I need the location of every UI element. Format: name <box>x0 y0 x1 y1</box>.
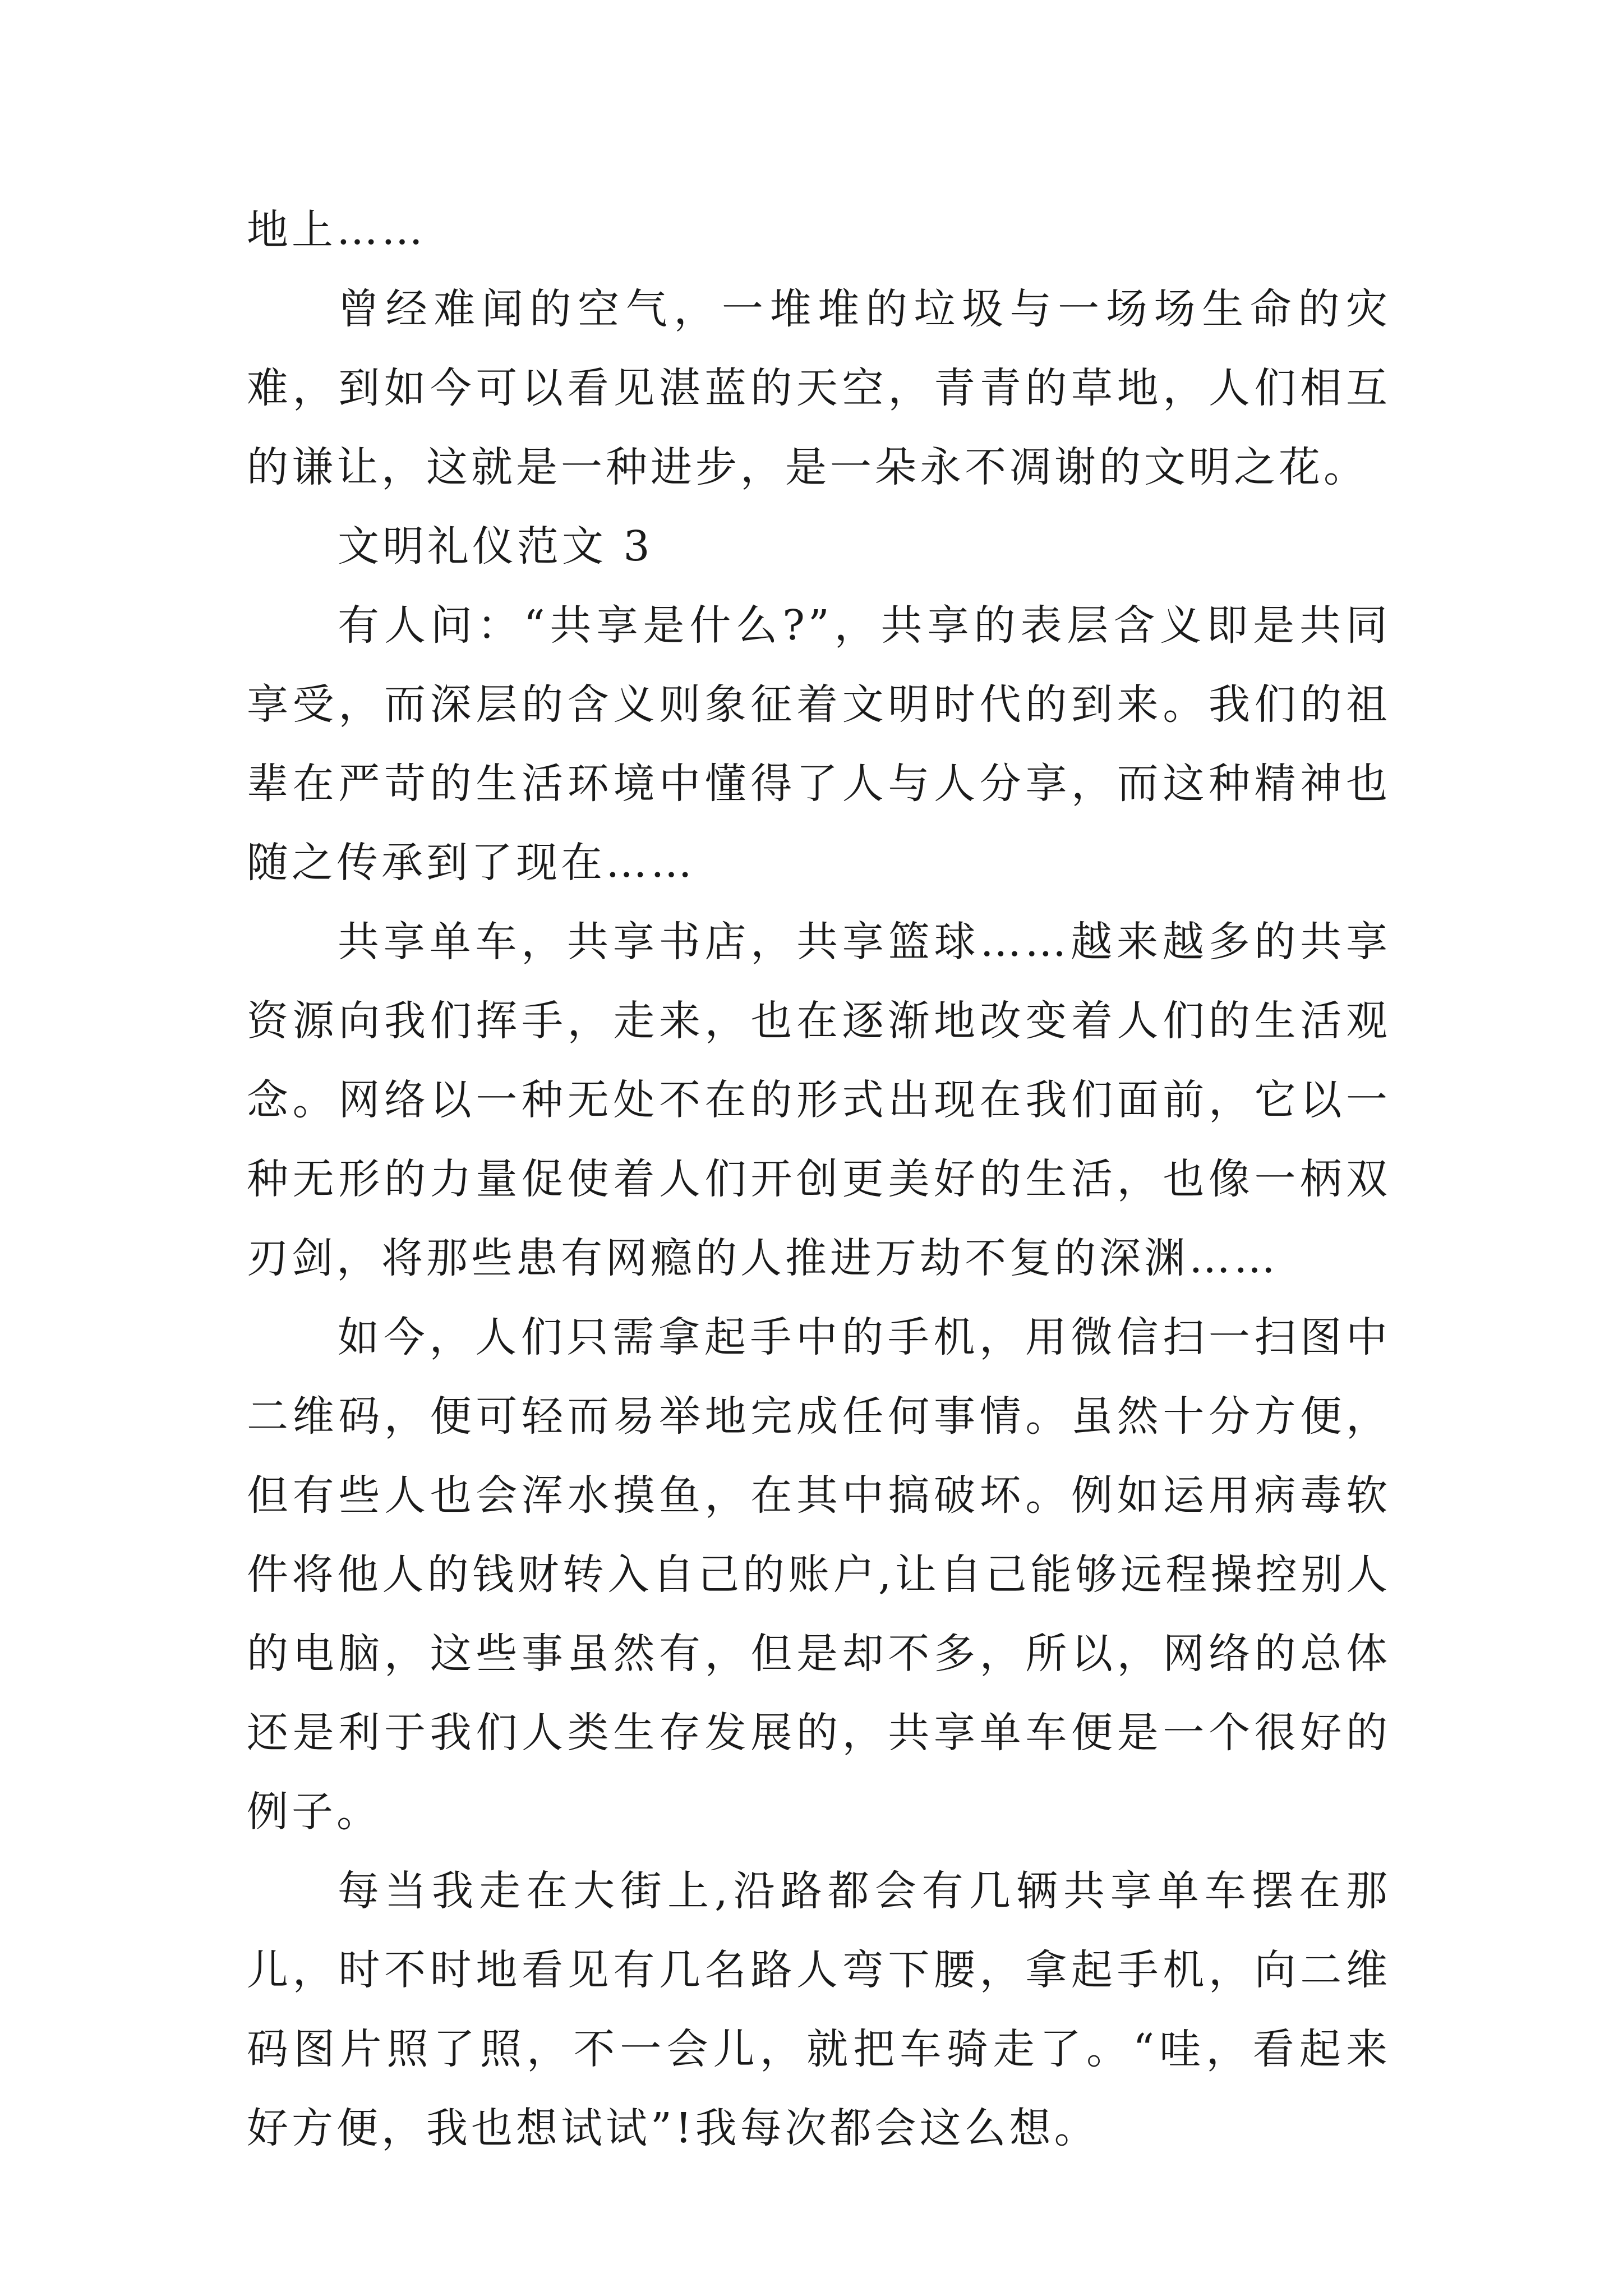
section-heading: 文明礼仪范文 3 <box>338 522 653 570</box>
paragraph-street-bikes: 每当我走在大街上,沿路都会有几辆共享单车摆在那儿，时不时地看见有几名路人弯下腰，拿起手机，向二维码图片照了照，不一会儿，就把车骑走了。“哇，看起来好方便，我也想试试”!我每次都会这么想。 <box>247 1867 1391 2152</box>
paragraph-mobile-qr-code: 如今，人们只需拿起手中的手机，用微信扫一扫图中二维码，便可轻而易举地完成任何事情。虽然十分方便，但有些人也会浑水摸鱼，在其中搞破坏。例如运用病毒软件将他人的钱财转入自己的账户,让自己能够远程操控别人的电脑，这些事虽然有，但是却不多，所以，网络的总体还是利于我们人类生存发展的，共享单车便是一个很好的例子。 <box>247 1313 1391 1836</box>
paragraph-sharing-resources: 共享单车，共享书店，共享篮球……越来越多的共享资源向我们挥手，走来，也在逐渐地改变着人们的生活观念。网络以一种无处不在的形式出现在我们面前，它以一种无形的力量促使着人们开创更美好的生活，也像一柄双刃剑，将那些患有网瘾的人推进万劫不复的深渊…… <box>247 918 1391 1282</box>
paragraph-what-is-sharing: 有人问：“共享是什么?”，共享的表层含义即是共同享受，而深层的含义则象征着文明时代的到来。我们的祖辈在严苛的生活环境中懂得了人与人分享，而这种精神也随之传承到了现在…… <box>247 601 1391 887</box>
paragraph-progress-of-civilization: 曾经难闻的空气，一堆堆的垃圾与一场场生命的灾难，到如今可以看见湛蓝的天空，青青的草地，人们相互的谦让，这就是一种进步，是一朵永不凋谢的文明之花。 <box>247 285 1391 491</box>
paragraph-continuation: 地上…… <box>247 206 426 254</box>
body-text <box>247 191 1391 2168</box>
